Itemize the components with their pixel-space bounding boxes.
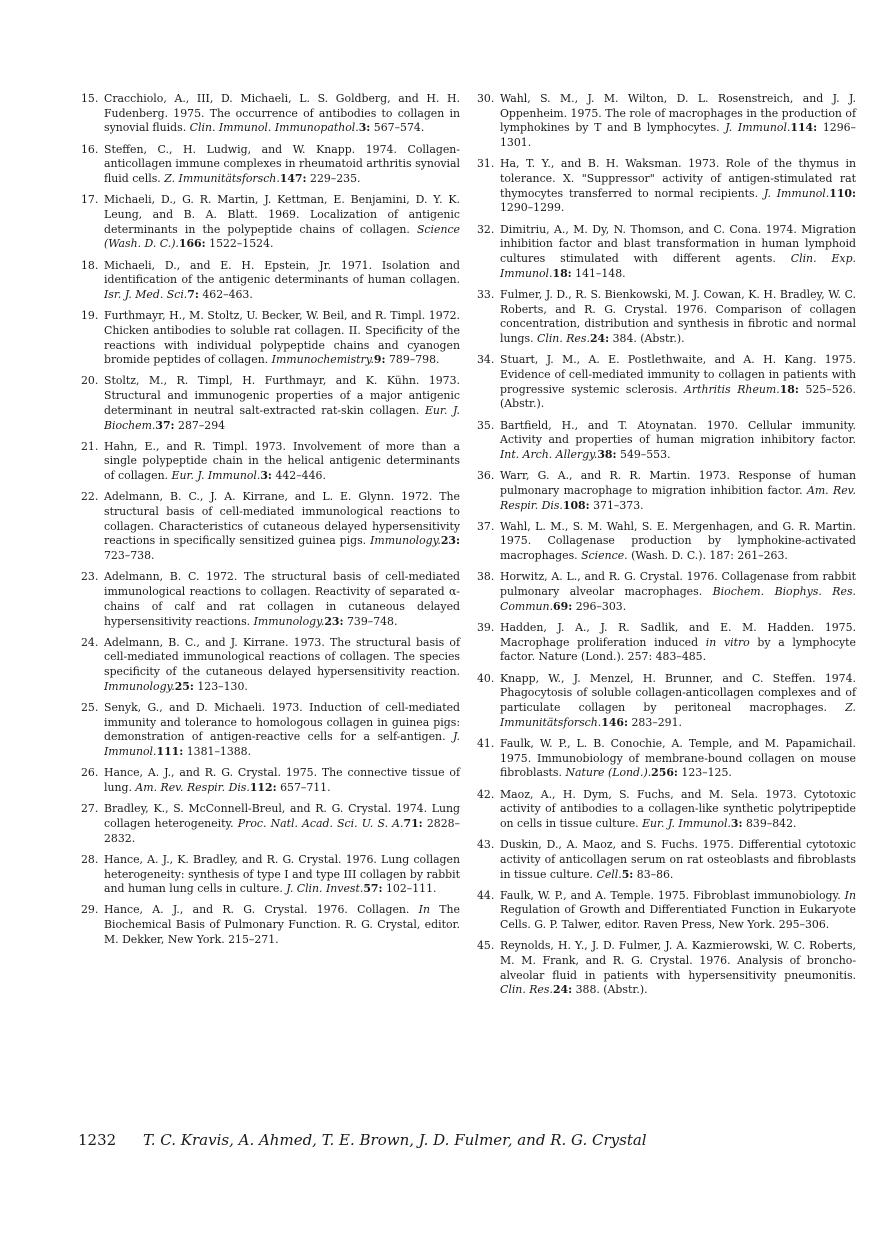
reference-volume: 111: xyxy=(156,745,184,759)
reference-volume: 112: xyxy=(249,781,277,795)
reference-text: Bradley, K., S. McConnell-Breul, and R. G. Crystal. 1974. Lung collagen heterogeneity. xyxy=(104,802,460,830)
reference-item xyxy=(474,737,856,781)
reference-volume: 37: xyxy=(155,418,175,432)
reference-number: 29. xyxy=(81,903,99,917)
reference-pages: 102–111. xyxy=(382,882,437,896)
reference-volume: 71: xyxy=(403,816,423,830)
reference-volume: 18: xyxy=(552,266,572,280)
reference-journal: In xyxy=(418,903,430,917)
reference-volume: 7: xyxy=(187,287,199,301)
reference-volume: 23: xyxy=(324,614,344,628)
reference-item xyxy=(474,223,856,282)
reference-text: Dimitriu, A., M. Dy, N. Thomson, and C. Cona. 1974. Migration inhibition factor and blast transformation in human lymphoid cultures stimulated with different agents. xyxy=(500,222,856,266)
page-number: 1232 xyxy=(78,1131,117,1149)
reference-text: Faulk, W. P., and A. Temple. 1975. Fibroblast immunobiology. xyxy=(500,888,845,902)
reference-volume: 38: xyxy=(597,447,617,461)
page-footer xyxy=(78,1131,647,1149)
reference-text: Horwitz, A. L., and R. G. Crystal. 1976. Collagenase from rabbit pulmonary alveolar macrophages. xyxy=(500,570,856,599)
reference-volume: 3: xyxy=(260,469,272,483)
reference-volume: 108: xyxy=(562,498,590,512)
reference-pages: 549–553. xyxy=(616,447,671,461)
reference-item xyxy=(474,419,856,463)
reference-text: Michaeli, D., G. R. Martin, J. Kettman, E. Benjamini, D. Y. K. Leung, and B. A. Blatt. 1969. Localization of antigenic determinants in the polypeptide chains of collagen. xyxy=(104,193,460,236)
reference-pages: 839–842. xyxy=(742,816,797,830)
reference-pages: 442–446. xyxy=(271,469,326,483)
reference-number: 22. xyxy=(81,490,99,504)
reference-pages: 723–738. xyxy=(104,549,155,563)
reference-item xyxy=(78,374,460,433)
reference-pages: 287–294 xyxy=(174,418,226,432)
reference-item xyxy=(78,309,460,368)
reference-journal: Eur. J. Biochem. xyxy=(104,403,460,432)
reference-number: 32. xyxy=(477,222,495,236)
reference-number: 35. xyxy=(477,418,495,432)
reference-pages: 462–463. xyxy=(198,287,253,301)
reference-item xyxy=(474,889,856,933)
reference-journal: Clin. Exp. Immunol. xyxy=(500,252,856,280)
reference-number: 24. xyxy=(81,635,99,649)
reference-number: 17. xyxy=(81,193,99,207)
reference-journal: Am. Rev. Respir. Dis. xyxy=(135,781,250,795)
reference-journal: Science. xyxy=(581,549,628,563)
reference-item xyxy=(78,636,460,695)
reference-text: Faulk, W. P., L. B. Conochie, A. Temple, and M. Papamichail. 1975. Immunobiology of membrane-bound collagen on mouse fibroblasts. xyxy=(500,736,856,780)
reference-pages: 384. (Abstr.). xyxy=(609,332,685,346)
reference-item xyxy=(78,490,460,564)
reference-volume: 57: xyxy=(363,882,383,896)
reference-item xyxy=(78,853,460,897)
reference-volume: 24: xyxy=(589,332,610,346)
reference-journal: in vitro xyxy=(705,635,750,649)
reference-pages: 1290–1299. xyxy=(500,201,565,215)
reference-volume: 147: xyxy=(279,172,307,186)
reference-journal: Clin. Res. xyxy=(500,983,553,997)
reference-volume: 69: xyxy=(553,599,573,613)
reference-journal: Cell. xyxy=(596,867,622,881)
reference-number: 15. xyxy=(81,92,99,105)
reference-journal: Z. Immunitätsforsch. xyxy=(500,701,856,729)
reference-volume: 110: xyxy=(829,186,857,200)
reference-pages: (Wash. D. C.). 187: 261–263. xyxy=(627,549,788,563)
reference-text: Hance, A. J., and R. G. Crystal. 1975. The connective tissue of lung. xyxy=(104,766,460,795)
reference-text: Ha, T. Y., and B. H. Waksman. 1973. Role of the thymus in tolerance. X. "Suppressor" activity of antigen-stimulated rat thymocytes transferred to normal recipients. xyxy=(500,157,856,200)
reference-volume: 23: xyxy=(440,534,460,548)
reference-item xyxy=(78,802,460,846)
reference-journal: J. Immunol. xyxy=(725,121,791,135)
reference-number: 36. xyxy=(477,469,495,483)
reference-pages: 567–574. xyxy=(370,121,425,135)
reference-journal: J. Immunol. xyxy=(104,730,460,759)
reference-text: Stoltz, M., R. Timpl, H. Furthmayr, and K. Kühn. 1973. Structural and immunogenic properties of a major antigenic determinant in neutral salt-extracted rat-skin collagen. xyxy=(104,374,460,417)
reference-item xyxy=(474,469,856,513)
reference-pages: 123–125. xyxy=(677,766,732,780)
reference-number: 45. xyxy=(477,939,495,953)
reference-pages: 141–148. xyxy=(571,266,626,280)
reference-item xyxy=(474,520,856,564)
reference-volume: 9: xyxy=(373,353,386,367)
reference-pages: 739–748. xyxy=(343,614,398,628)
reference-number: 27. xyxy=(81,802,99,816)
reference-text: Adelmann, B. C., J. A. Kirrane, and L. E. Glynn. 1972. The structural basis of cell-mediated immunological reactions to collagen. Characteristics of cutaneous delayed hypersensitivity reactions in specifically sensitized guinea pigs. xyxy=(104,490,460,548)
references-right-column xyxy=(474,92,856,1005)
reference-number: 26. xyxy=(81,766,99,780)
reference-item xyxy=(474,353,856,412)
reference-pages: 83–86. xyxy=(633,867,674,881)
reference-text: Hance, A. J., and R. G. Crystal. 1976. Collagen. xyxy=(104,903,419,917)
reference-number: 25. xyxy=(81,701,99,715)
reference-item xyxy=(78,570,460,629)
reference-number: 31. xyxy=(477,157,495,171)
reference-journal: Z. Immunitätsforsch. xyxy=(164,172,280,186)
reference-volume: 146: xyxy=(601,715,629,729)
reference-text: Maoz, A., H. Dym, S. Fuchs, and M. Sela. 1973. Cytotoxic activity of antibodies to a collagen-like synthetic polytripeptide on cells in tissue culture. xyxy=(500,787,856,830)
reference-number: 30. xyxy=(477,92,495,105)
reference-pages: Regulation of Growth and Differentiated Function in Eukaryote Cells. G. P. Talwer, editor. Raven Press, New York. 295–306. xyxy=(500,903,856,932)
reference-item xyxy=(474,838,856,882)
reference-pages: 1296–1301. xyxy=(500,121,856,150)
reference-number: 40. xyxy=(477,671,495,685)
reference-number: 20. xyxy=(81,374,99,388)
reference-journal: Int. Arch. Allergy. xyxy=(500,447,598,461)
reference-number: 34. xyxy=(477,353,495,367)
reference-pages: 2828–2832. xyxy=(104,816,461,845)
reference-journal: Isr. J. Med. Sci. xyxy=(104,287,188,301)
reference-text: Michaeli, D., and E. H. Epstein, Jr. 1971. Isolation and identification of the antigenic determinants of human collagen. xyxy=(104,258,460,287)
reference-item xyxy=(78,903,460,947)
reference-item xyxy=(474,288,856,347)
reference-item xyxy=(78,701,460,760)
reference-text: Hadden, J. A., J. R. Sadlik, and E. M. Hadden. 1975. Macrophage proliferation induced xyxy=(500,621,856,649)
reference-text: Adelmann, B. C. 1972. The structural basis of cell-mediated immunological reactions to collagen. Reactivity of separated α-chains of calf and rat collagen in cutaneous delayed hypersensitivity reactions. xyxy=(104,570,460,628)
reference-volume: 166: xyxy=(178,237,206,251)
reference-item xyxy=(78,440,460,484)
reference-pages: 1522–1524. xyxy=(205,237,274,251)
reference-pages: 1381–1388. xyxy=(183,745,252,759)
reference-text: Wahl, S. M., J. M. Wilton, D. L. Rosenstreich, and J. J. Oppenheim. 1975. The role of macrophages in the production of lymphokines by T and B lymphocytes. xyxy=(500,92,856,135)
reference-volume: 114: xyxy=(790,121,818,135)
reference-journal: Biochem. Biophys. Res. Commun. xyxy=(500,585,856,613)
reference-pages: 525–526. (Abstr.). xyxy=(500,382,856,411)
reference-journal: Nature (Lond.). xyxy=(565,766,652,780)
reference-number: 18. xyxy=(81,258,99,272)
reference-number: 41. xyxy=(477,736,495,750)
reference-number: 37. xyxy=(477,519,495,533)
reference-number: 19. xyxy=(81,309,99,323)
reference-journal: In xyxy=(844,888,856,902)
reference-journal: Immunology. xyxy=(253,614,325,628)
reference-journal: Science (Wash. D. C.). xyxy=(104,222,460,251)
reference-journal: Clin. Immunol. Immunopathol. xyxy=(189,121,359,135)
reference-text: Duskin, D., A. Maoz, and S. Fuchs. 1975. Differential cytotoxic activity of anticollagen serum on rat osteoblasts and fibroblasts in tissue culture. xyxy=(500,838,856,881)
reference-volume: 3: xyxy=(730,816,743,830)
reference-number: 42. xyxy=(477,787,495,801)
reference-item xyxy=(78,766,460,795)
reference-number: 23. xyxy=(81,570,99,584)
reference-volume: 18: xyxy=(779,382,799,396)
reference-volume: 5: xyxy=(621,867,634,881)
reference-text: Cracchiolo, A., III, D. Michaeli, L. S. Goldberg, and H. H. Fudenberg. 1975. The occurrence of antibodies to collagen in synovial fluids. xyxy=(104,92,460,135)
reference-journal: Immunology. xyxy=(370,534,441,548)
reference-pages: 371–373. xyxy=(589,498,644,512)
reference-text: Knapp, W., J. Menzel, H. Brunner, and C. Steffen. 1974. Phagocytosis of soluble collagen-anticollagen complexes and of particulate collagen by peritoneal macrophages. xyxy=(500,671,856,715)
reference-journal: Immunochemistry. xyxy=(271,353,374,367)
reference-pages: 283–291. xyxy=(628,715,682,729)
reference-text: Stuart, J. M., A. E. Postlethwaite, and A. H. Kang. 1975. Evidence of cell-mediated immunity to collagen in patients with progressive systemic sclerosis. xyxy=(500,353,856,396)
reference-pages: by a lymphocyte factor. Nature (Lond.). 257: 483–485. xyxy=(500,635,857,664)
reference-number: 38. xyxy=(477,570,495,584)
reference-item xyxy=(474,788,856,832)
reference-item xyxy=(78,143,460,187)
reference-pages: 296–303. xyxy=(572,599,627,613)
reference-item xyxy=(78,259,460,303)
reference-item xyxy=(78,193,460,252)
reference-text: Wahl, L. M., S. M. Wahl, S. E. Mergenhagen, and G. R. Martin. 1975. Collagenase production by lymphokine-activated macrophages. xyxy=(500,519,856,563)
reference-item xyxy=(474,672,856,731)
reference-text: Fulmer, J. D., R. S. Bienkowski, M. J. Cowan, K. H. Bradley, W. C. Roberts, and R. G. Crystal. 1976. Comparison of collagen concentration, distribution and synthesis in fibrotic and normal lungs. xyxy=(500,287,856,346)
reference-journal: Arthritis Rheum. xyxy=(684,382,780,396)
reference-number: 39. xyxy=(477,621,495,634)
reference-journal: J. Clin. Invest. xyxy=(286,882,364,896)
reference-number: 33. xyxy=(477,287,495,301)
reference-journal: Eur. J. Immunol. xyxy=(171,469,261,483)
reference-journal: Clin. Res. xyxy=(537,332,590,346)
reference-text: Senyk, G., and D. Michaeli. 1973. Induction of cell-mediated immunity and tolerance to homologous collagen in guinea pigs: demonstration of antigen-reactive cells for a self-antigen. xyxy=(104,701,460,744)
reference-pages: 123–130. xyxy=(193,679,248,693)
reference-item xyxy=(474,570,856,614)
reference-text: Reynolds, H. Y., J. D. Fulmer, J. A. Kazmierowski, W. C. Roberts, M. M. Frank, and R. G. Crystal. 1976. Analysis of broncho-alveolar fluid in patients with hypersensitivity pneumonitis. xyxy=(500,939,856,982)
reference-volume: 3: xyxy=(358,121,371,135)
reference-text: Furthmayr, H., M. Stoltz, U. Becker, W. Beil, and R. Timpl. 1972. Chicken antibodies to soluble rat collagen. II. Specificity of the reactions with individual polypeptide chains and cyanogen bromide peptides of collagen. xyxy=(104,309,460,367)
reference-item xyxy=(474,92,856,151)
reference-volume: 25: xyxy=(174,679,194,693)
reference-item xyxy=(474,621,856,665)
reference-item xyxy=(78,92,460,136)
reference-journal: Am. Rev. Respir. Dis. xyxy=(500,483,856,512)
reference-pages: 229–235. xyxy=(306,172,361,186)
running-authors: T. C. Kravis, A. Ahmed, T. E. Brown, J. D. Fulmer, and R. G. Crystal xyxy=(142,1131,647,1149)
reference-text: Steffen, C., H. Ludwig, and W. Knapp. 1974. Collagen-anticollagen immune complexes in rheumatoid arthritis synovial fluid cells. xyxy=(104,142,460,186)
reference-text: Bartfield, H., and T. Atoynatan. 1970. Cellular immunity. Activity and properties of human migration inhibitory factor. xyxy=(500,418,856,447)
reference-journal: Proc. Natl. Acad. Sci. U. S. A. xyxy=(237,816,404,830)
reference-number: 21. xyxy=(81,439,99,453)
reference-item xyxy=(474,157,856,216)
reference-journal: Immunology. xyxy=(104,679,175,693)
reference-number: 43. xyxy=(477,838,495,852)
reference-pages: 657–711. xyxy=(276,781,331,795)
reference-volume: 256: xyxy=(651,766,678,780)
reference-journal: Eur. J. Immunol. xyxy=(642,816,731,830)
references-left-column xyxy=(78,92,460,954)
reference-text: Adelmann, B. C., and J. Kirrane. 1973. The structural basis of cell-mediated immunological reactions of collagen. The species specificity of the cutaneous delayed hypersensitivity reaction. xyxy=(104,635,460,679)
reference-pages: 388. (Abstr.). xyxy=(572,983,648,997)
reference-journal: J. Immunol. xyxy=(763,186,830,200)
reference-text: Warr, G. A., and R. R. Martin. 1973. Response of human pulmonary macrophage to migration inhibition factor. xyxy=(500,469,856,497)
reference-volume: 24: xyxy=(552,983,573,997)
reference-pages: The Biochemical Basis of Pulmonary Function. R. G. Crystal, editor. M. Dekker, New York. 215–271. xyxy=(104,903,460,946)
reference-number: 16. xyxy=(81,142,99,156)
reference-text: Hance, A. J., K. Bradley, and R. G. Crystal. 1976. Lung collagen heterogeneity: synthesis of type I and type III collagen by rabbit and human lung cells in culture. xyxy=(104,852,460,896)
reference-text: Hahn, E., and R. Timpl. 1973. Involvement of more than a single polypeptide chain in the helical antigenic determinants of collagen. xyxy=(104,439,460,483)
reference-number: 28. xyxy=(81,852,99,866)
reference-item xyxy=(474,939,856,998)
reference-pages: 789–798. xyxy=(385,353,440,367)
reference-number: 44. xyxy=(477,888,495,902)
